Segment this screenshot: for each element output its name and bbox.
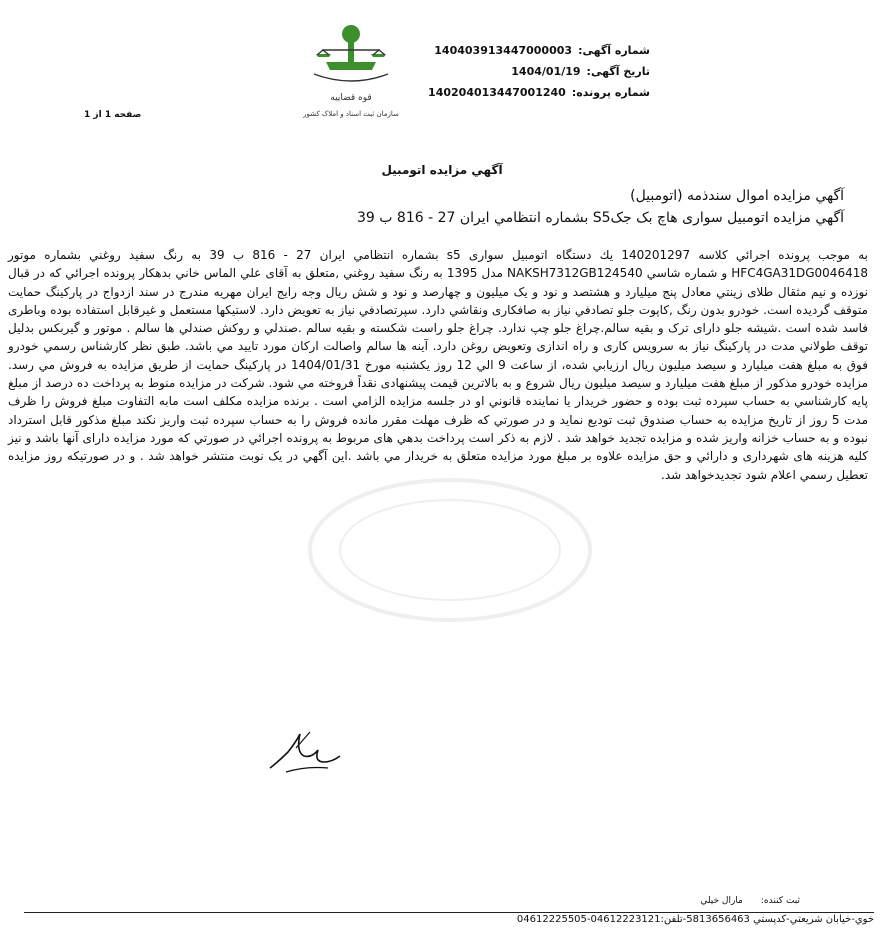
logo-text-judiciary: قوه قضاییه xyxy=(330,93,372,103)
file-number-value: 140204013447001240 xyxy=(428,86,566,99)
ad-number-row xyxy=(410,40,650,61)
document-body xyxy=(8,246,868,484)
header-meta xyxy=(410,40,650,103)
document-title: آگهي مزايده اتومبيل xyxy=(381,163,503,177)
subtitle-1: آگهي مزايده اموال سندذمه (اتومبيل) xyxy=(630,188,844,204)
ad-date-label: تاریخ آگهی: xyxy=(586,65,650,78)
recorder-info xyxy=(700,896,800,906)
signature-icon xyxy=(266,722,346,782)
body-paragraph: به موجب پرونده اجرائي كلاسه 140201297 يك دستگاه اتومبيل سواری s5 بشماره انتظامي ايران 27 - 816 ب 39 به رنگ سفيد روغني بشماره موتور HFC4GA31DG0046418 و شماره شاسي NAKSH7312GB124540 مدل 1395 به رنگ سفيد روغني ,متعلق به آقای علي الماس خاني بدهكار پرونده اجرائي كه در قبال نوزده و نيم مثقال طلای زينتي معادل پنج ميليارد و هشتصد و نود و يک ميليون و چهارصد و نود و شش ريال وجه رايج ايران مهريه مندرج در سند ازدواج در پاركينگ حمايت متوقف گرديده است. خودرو بدون رنگ ,كاپوت جلو تصادفي نياز به صافكاری ونقاشي دارد. سپرتصادفي نياز به تعويض دارد. لاستيكها مستعمل و غيرقابل استفاده بوده وباطری فاسد شده است .شيشه جلو دارای ترک و بقيه سالم.چراغ جلو چپ ندارد. چراغ جلو راست شكسته و بقيه سالم .صندلي و روكش صندلي ها سالم . موتور و گيربكس بدليل توقف طولاني مدت در پاركينگ نياز به سرويس كاری و راه اندازی وتعويض روغن دارد. آينه ها سالم واصالت اركان مورد تاييد مي باشد. طبق نظر كارشناس رسمي خودرو فوق به مبلغ هفت ميليارد و سيصد ميليون ريال ارزيابي شده، از ساعت 9 الي 12 روز يكشنبه مورخ 1404/01/31 در پاركينگ حمايت از طريق مزايده به فروش مي رسد. مزايده خودرو مذكور از مبلغ هفت ميليارد و سيصد ميليون ريال شروع و به بالاترين قيمت پيشنهادی نقداً فروخته مي شود. شركت در مزايده منوط به پرداخت ده درصد از مبلغ پايه كارشناسي به حساب سپرده ثبت بوده و حضور خريدار يا نماينده قانوني او در جلسه مزايده الزامي است . برنده مزايده مكلف است مابه التفاوت مبلغ فروش را ظرف مدت 5 روز از تاريخ مزايده به حساب صندوق ثبت توديع نمايد و در صورتي كه ظرف مهلت مقرر مانده فروش را به حساب سپرده ثبت واريز نكند مبلغ مذكور قابل استرداد نبوده و به حساب خزانه واريز شده و مزايده تجديد خواهد شد . لازم به ذكر است پرداخت بدهي های مربوط به پرونده اجرائي در صورتي كه مورد مزايده دارای آنها باشد و نيز كليه هزينه های شهرداری و دارائي و حق مزايده علاوه بر مبلغ مورد مزايده متعلق به خريدار مي باشد .اين آگهي در يک نوبت منتشر خواهد شد . و در صورتيكه روز مزايده تعطيل رسمي اعلام شود تجديدخواهد شد. xyxy=(8,248,868,482)
footer-address: خوي-خيابان شريعتي-كدپستي 5813656463-تلفن:04612223121-04612225505 xyxy=(516,914,874,925)
recorder-label: ثبت كننده: xyxy=(760,896,800,906)
footer-divider xyxy=(24,912,874,913)
ad-number-value: 140403913447000003 xyxy=(434,44,573,57)
judiciary-emblem-logo xyxy=(296,14,406,134)
subtitle-2: آگهي مزايده اتومبيل سواری هاچ بک جکS5 بشماره انتظامي ايران 27 - 816 ب 39 xyxy=(356,210,844,226)
ad-date-row xyxy=(410,61,650,82)
file-number-label: شماره پرونده: xyxy=(571,86,650,99)
ad-date-value: 1404/01/19 xyxy=(511,65,581,78)
ad-number-label: شماره آگهی: xyxy=(578,44,650,57)
logo-text-organization: سازمان ثبت اسناد و املاک کشور xyxy=(303,110,399,118)
page-indicator: صفحه 1 از 1 xyxy=(84,110,142,120)
watermark-seal-icon xyxy=(300,470,600,630)
file-number-row xyxy=(410,82,650,103)
recorder-name: مارال خيلي xyxy=(700,896,743,906)
